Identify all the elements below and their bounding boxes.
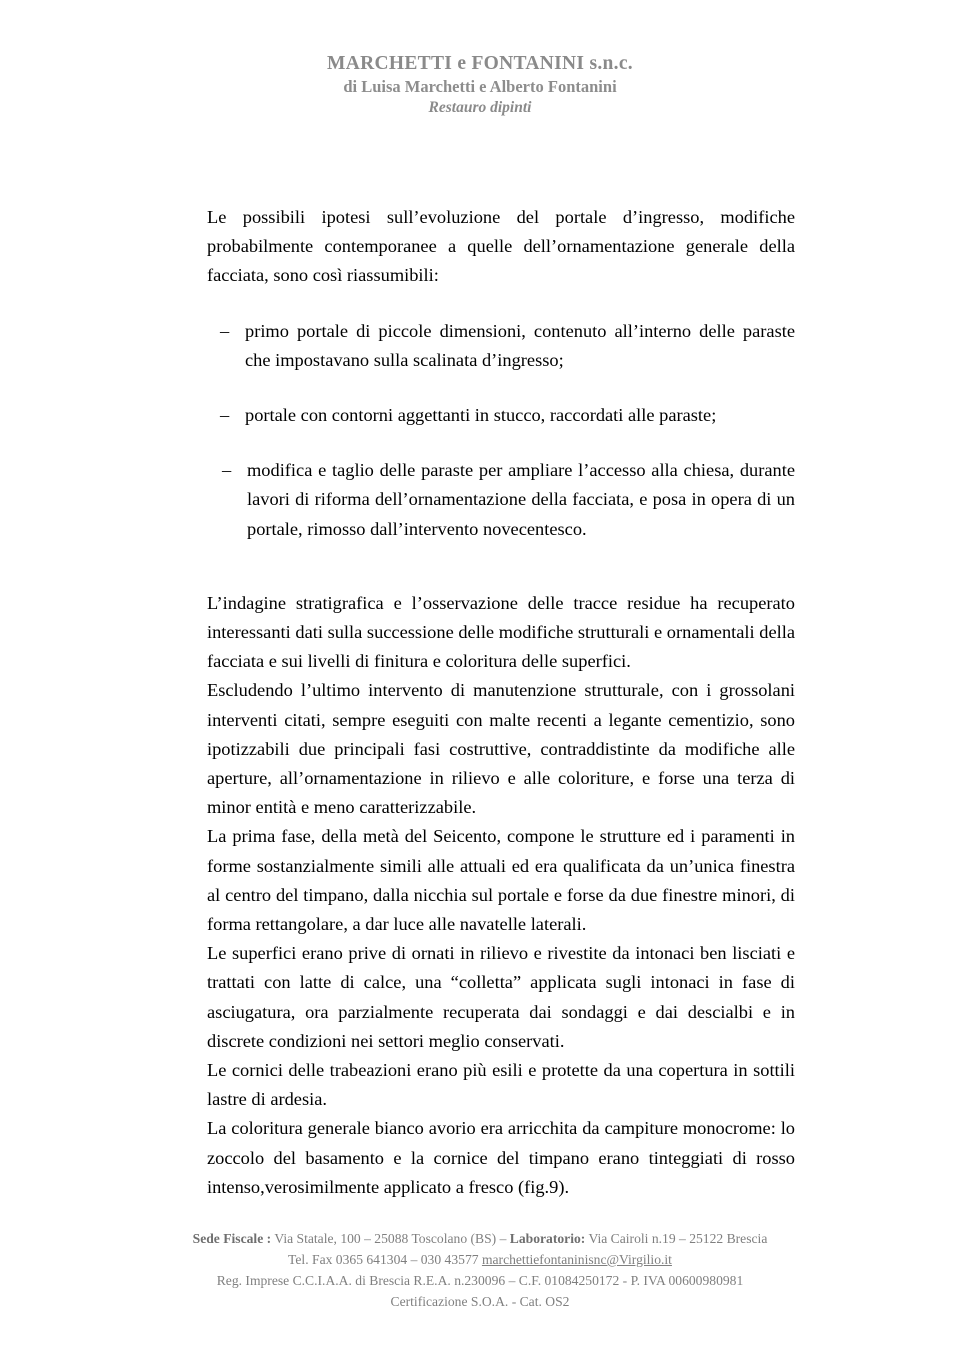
list-item bbox=[207, 401, 795, 430]
footer-laboratorio-address: Via Cairoli n.19 – 25122 Brescia bbox=[585, 1231, 768, 1246]
letterhead-company-name: MARCHETTI e FONTANINI s.n.c. bbox=[327, 53, 633, 74]
footer-line-registration: Reg. Imprese C.C.I.A.A. di Brescia R.E.A. n.230096 – C.F. 01084250172 - P. IVA 00600980981 bbox=[216, 1273, 744, 1288]
footer-phone-fax: Tel. Fax 0365 641304 – 030 43577 bbox=[288, 1252, 482, 1267]
intro-paragraph: Le possibili ipotesi sull’evoluzione del portale d’ingresso, modifiche probabilmente contemporanee a quelle dell’ornamentazione generale della facciata, sono così riassumibili: bbox=[207, 207, 795, 286]
dash-marker-icon: – bbox=[220, 320, 230, 341]
footer-label-sede-fiscale: Sede Fiscale : bbox=[192, 1231, 272, 1246]
letterhead-partners: di Luisa Marchetti e Alberto Fontanini bbox=[343, 77, 617, 96]
body-paragraph: La coloritura generale bianco avorio era arricchita da campiture monocrome: lo zoccolo del basamento e la cornice del timpano erano tinteggiati di rosso intenso,verosimilmente applicato a fresco (fig.9). bbox=[207, 1118, 795, 1197]
page-footer bbox=[0, 1228, 960, 1312]
list-item-text: portale con contorni aggettanti in stucco, raccordati alle paraste; bbox=[245, 405, 717, 426]
footer-line-certification: Certificazione S.O.A. - Cat. OS2 bbox=[390, 1294, 570, 1309]
dash-marker-icon: – bbox=[222, 460, 232, 481]
dash-marker-icon: – bbox=[220, 405, 230, 426]
body-paragraph: Le superfici erano prive di ornati in rilievo e rivestite da intonaci ben lisciati e trattati con latte di calce, una “colletta” applicata sugli intonaci in fase di asciugatura, ora parzialmente recuperata dai sondaggi e dai descialbi e in discrete condizioni nei settori meglio conservati. bbox=[207, 943, 795, 1051]
footer-sede-fiscale-address: Via Statale, 100 – 25088 Toscolano (BS) – bbox=[271, 1231, 510, 1246]
footer-line-addresses bbox=[0, 1228, 960, 1249]
body-paragraph: La prima fase, della metà del Seicento, compone le strutture ed i paramenti in forme sostanzialmente simili alle attuali ed era qualificata da un’unica finestra al centro del timpano, dalla nicchia sul portale e forse da due finestre minori, di forma rettangolare, a dar luce alle navatelle laterali. bbox=[207, 826, 795, 935]
body-paragraph: Escludendo l’ultimo intervento di manutenzione strutturale, con i grossolani interventi citati, sempre eseguiti con malte recenti a legante cementizio, sono ipotizzabili due principali fasi costruttive, contraddistinte da modifiche alle aperture, all’ornamentazione in rilievo e alle coloriture, e forse una terza di minor entità e meno caratterizzabile. bbox=[207, 680, 795, 818]
letterhead bbox=[0, 52, 960, 118]
list-item bbox=[207, 456, 795, 544]
footer-label-laboratorio: Laboratorio: bbox=[509, 1231, 586, 1246]
body-paragraph: L’indagine stratigrafica e l’osservazione delle tracce residue ha recuperato interessanti dati sulla successione delle modifiche strutturali e ornamentali della facciata e sui livelli di finitura e coloritura delle superfici. bbox=[207, 592, 795, 672]
list-item-text: primo portale di piccole dimensioni, contenuto all’interno delle paraste che impostavano sulla scalinata d’ingresso; bbox=[245, 320, 795, 370]
letterhead-activity: Restauro dipinti bbox=[428, 99, 532, 117]
footer-line-contacts bbox=[0, 1249, 960, 1270]
hypotheses-list bbox=[207, 317, 795, 544]
footer-email-link[interactable]: marchettiefontaninisnc@Virgilio.it bbox=[481, 1252, 672, 1267]
section-spacer bbox=[207, 544, 795, 589]
document-body bbox=[207, 203, 795, 1202]
list-item bbox=[207, 317, 795, 375]
analysis-section bbox=[207, 589, 795, 1202]
body-paragraph: Le cornici delle trabeazioni erano più esili e protette da una copertura in sottili lastre di ardesia. bbox=[207, 1060, 795, 1110]
list-item-text: modifica e taglio delle paraste per ampliare l’accesso alla chiesa, durante lavori di riforma dell’ornamentazione della facciata, e posa in opera di un portale, rimosso dall’intervento novecentesco. bbox=[247, 460, 795, 539]
